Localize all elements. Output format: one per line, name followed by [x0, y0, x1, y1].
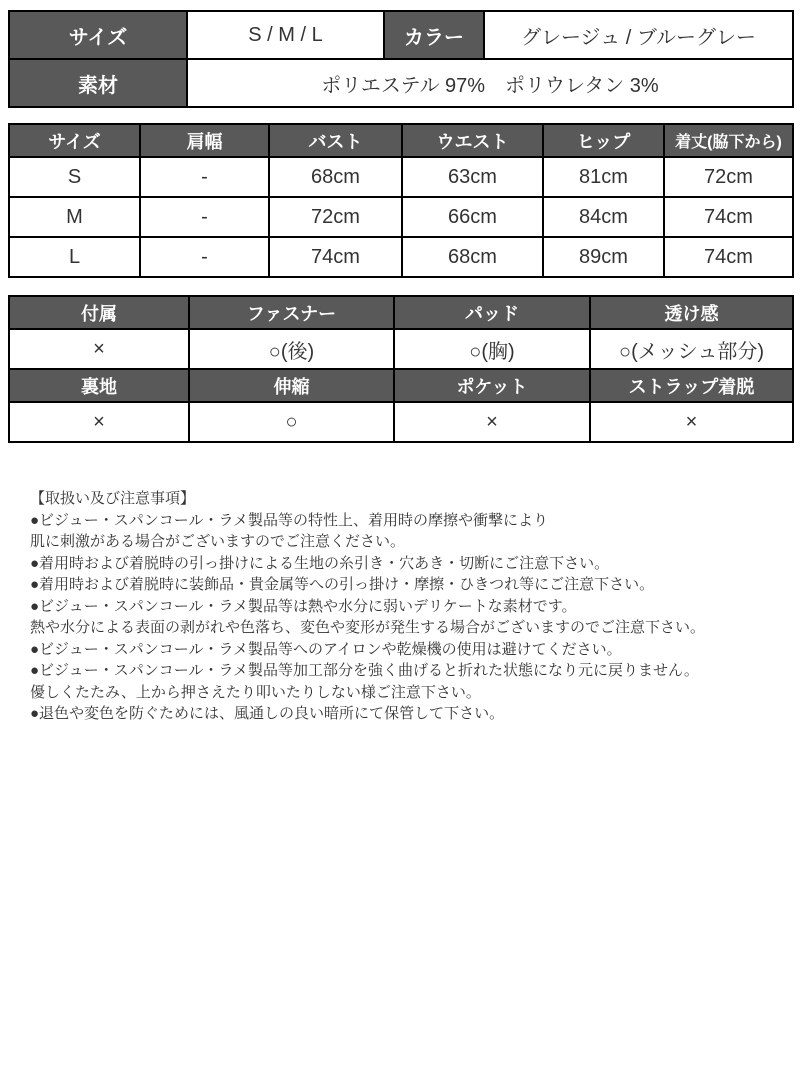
- handling-note-line: ●着用時および着脱時の引っ掛けによる生地の糸引き・穴あき・切断にご注意下さい。: [30, 554, 610, 572]
- waist-cell: 63cm: [402, 157, 543, 197]
- handling-notes: [0, 488, 800, 725]
- accessories-value: ×: [9, 329, 189, 369]
- spec-material-label: 素材: [9, 59, 187, 107]
- measurements-table: [8, 123, 794, 278]
- measurements-header-shoulder: 肩幅: [140, 124, 269, 157]
- features-header-sheerness: 透け感: [590, 296, 793, 329]
- bust-cell: 68cm: [269, 157, 402, 197]
- spec-color-label: カラー: [384, 11, 484, 59]
- measurements-row-s: [9, 157, 793, 197]
- pocket-value: ×: [394, 402, 590, 442]
- features-header-lining: 裏地: [9, 369, 189, 402]
- bust-cell: 74cm: [269, 237, 402, 277]
- measurements-row-l: [9, 237, 793, 277]
- size-cell: S: [9, 157, 140, 197]
- measurements-header-hip: ヒップ: [543, 124, 664, 157]
- features-header-accessories: 付属: [9, 296, 189, 329]
- features-value-row-1: [9, 329, 793, 369]
- strap-value: ×: [590, 402, 793, 442]
- handling-notes-title: 【取扱い及び注意事項】: [30, 490, 196, 507]
- shoulder-cell: -: [140, 237, 269, 277]
- waist-cell: 66cm: [402, 197, 543, 237]
- measurements-header-length: 着丈(脇下から): [664, 124, 793, 157]
- features-header-row-2: [9, 369, 793, 402]
- hip-cell: 84cm: [543, 197, 664, 237]
- measurements-row-m: [9, 197, 793, 237]
- handling-note-line: 肌に刺激がある場合がございますのでご注意ください。: [30, 533, 406, 550]
- product-detail-page: [0, 10, 800, 1077]
- shoulder-cell: -: [140, 197, 269, 237]
- features-value-row-2: [9, 402, 793, 442]
- size-cell: M: [9, 197, 140, 237]
- handling-note-line: ●退色や変色を防ぐためには、風通しの良い暗所にて保管して下さい。: [30, 705, 505, 722]
- lining-value: ×: [9, 402, 189, 442]
- measurements-header-waist: ウエスト: [402, 124, 543, 157]
- measurements-header-bust: バスト: [269, 124, 402, 157]
- features-header-stretch: 伸縮: [189, 369, 394, 402]
- features-header-fastener: ファスナー: [189, 296, 394, 329]
- waist-cell: 68cm: [402, 237, 543, 277]
- features-header-pocket: ポケット: [394, 369, 590, 402]
- pad-value: ○(胸): [394, 329, 590, 369]
- shoulder-cell: -: [140, 157, 269, 197]
- hip-cell: 89cm: [543, 237, 664, 277]
- length-cell: 74cm: [664, 237, 793, 277]
- measurements-header-row: [9, 124, 793, 157]
- measurements-header-size: サイズ: [9, 124, 140, 157]
- features-table: [8, 295, 794, 443]
- sheerness-value: ○(メッシュ部分): [590, 329, 793, 369]
- handling-note-line: ●ビジュー・スパンコール・ラメ製品等は熱や水分に弱いデリケートな素材です。: [30, 597, 577, 615]
- spec-size-value: S / M / L: [187, 11, 384, 59]
- spec-color-value: グレージュ / ブルーグレー: [484, 11, 793, 59]
- size-cell: L: [9, 237, 140, 277]
- spec-row-size-color: [9, 11, 793, 59]
- fastener-value: ○(後): [189, 329, 394, 369]
- handling-note-line: ●ビジュー・スパンコール・ラメ製品等の特性上、着用時の摩擦や衝撃により: [30, 511, 549, 529]
- length-cell: 74cm: [664, 197, 793, 237]
- hip-cell: 81cm: [543, 157, 664, 197]
- handling-note-line: 優しくたたみ、上から押さえたり叩いたりしない様ご注意下さい。: [30, 683, 481, 701]
- features-header-row-1: [9, 296, 793, 329]
- length-cell: 72cm: [664, 157, 793, 197]
- handling-note-line: ●ビジュー・スパンコール・ラメ製品等加工部分を強く曲げると折れた状態になり元に戻りません。: [30, 662, 699, 679]
- handling-note-line: 熱や水分による表面の剥がれや色落ち、変色や変形が発生する場合がございますのでご注意下さい。: [30, 619, 706, 636]
- stretch-value: ○: [189, 402, 394, 442]
- bust-cell: 72cm: [269, 197, 402, 237]
- spec-table: [8, 10, 794, 108]
- spec-row-material: [9, 59, 793, 107]
- handling-note-line: ●着用時および着脱時に装飾品・貴金属等への引っ掛け・摩擦・ひきつれ等にご注意下さい。: [30, 576, 655, 593]
- spec-size-label: サイズ: [9, 11, 187, 59]
- features-header-strap: ストラップ着脱: [590, 369, 793, 402]
- spec-material-value: ポリエステル 97% ポリウレタン 3%: [187, 59, 793, 107]
- handling-note-line: ●ビジュー・スパンコール・ラメ製品等へのアイロンや乾燥機の使用は避けてください。: [30, 640, 622, 658]
- features-header-pad: パッド: [394, 296, 590, 329]
